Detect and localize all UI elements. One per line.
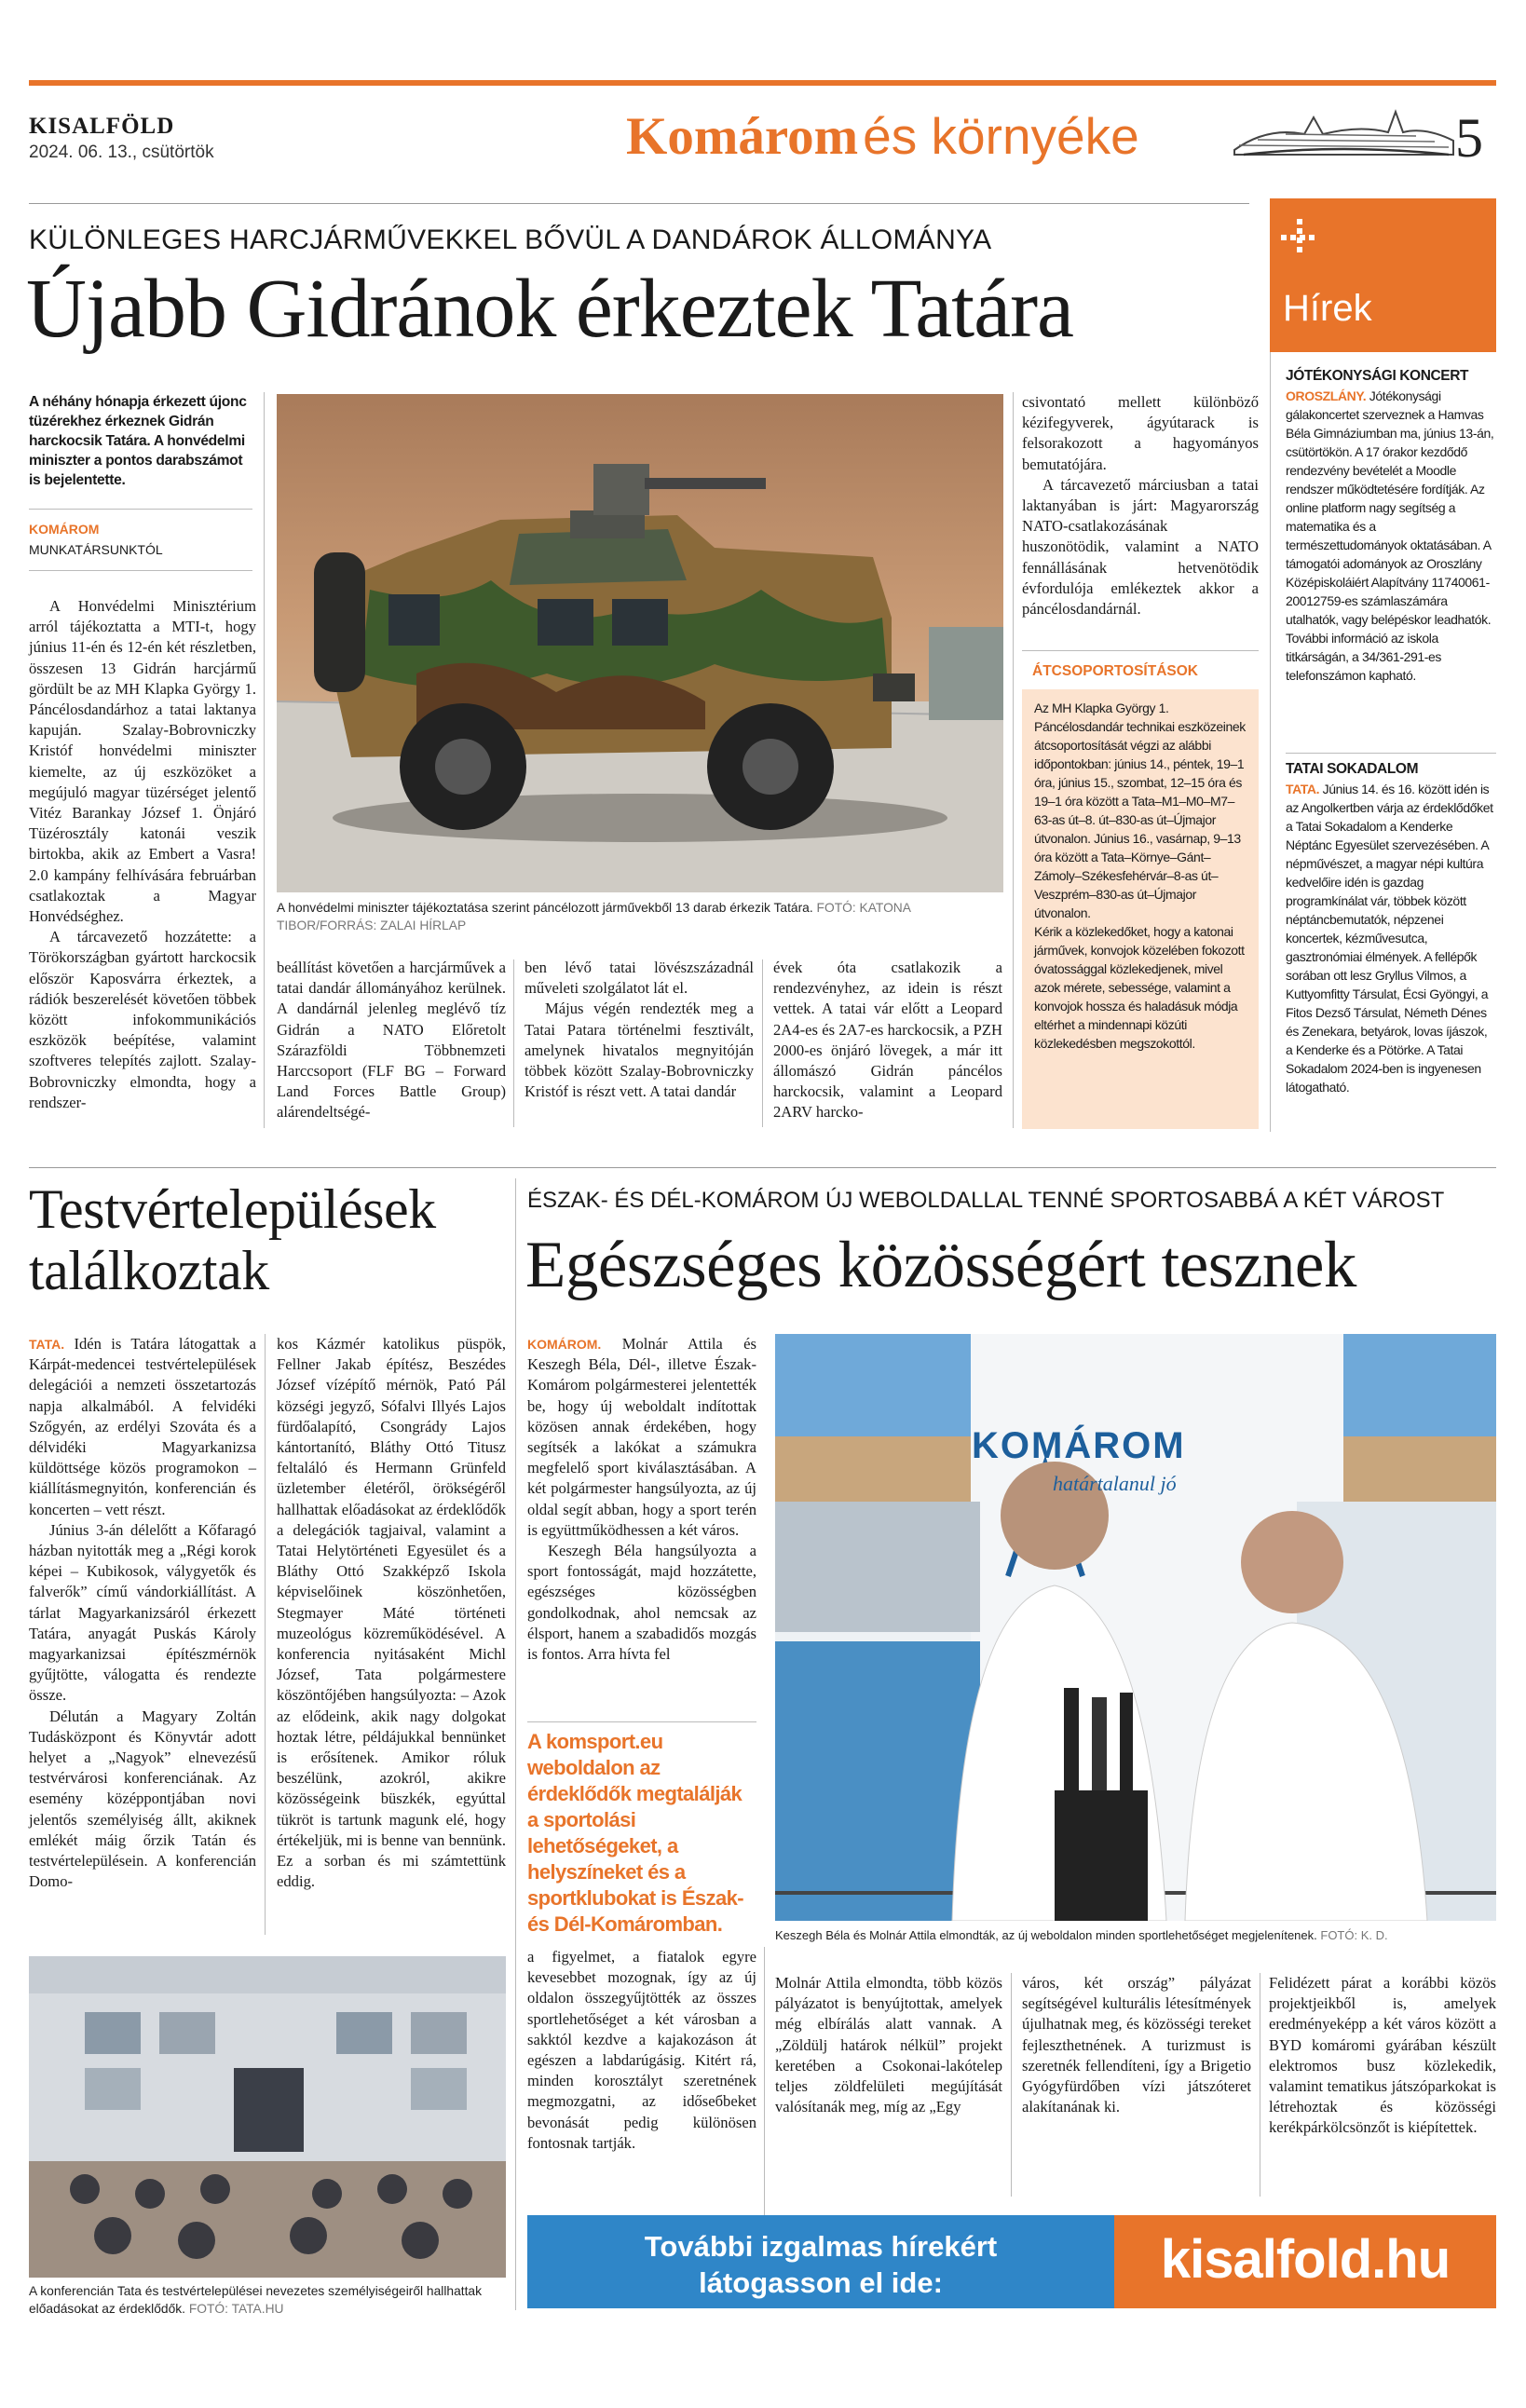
article3-col1c-text: a figyelmet, a fiatalok egyre kevesebbet mozognak, így az új oldalon összegyűjtötték az összes sportlehetőséget a két városban a sakktól kezdve a kajakozáson át egészen a labdarúgásig. Kitért rá, minden korosztályt szeretnének megmozgatni, az időseбbeket bevonását pedig különösen fontosnak tartják.	[527, 1948, 756, 2152]
col-rule-3	[762, 959, 763, 1127]
komarom-sign: KOMÁROM	[972, 1425, 1186, 1466]
mid-rule	[29, 1167, 1496, 1168]
sidebar-news-2	[1286, 760, 1496, 1096]
col-rule-8	[1011, 1973, 1012, 2197]
article2-para-3: Délután a Magyary Zoltán Tudásközpont és Könyvtár adott helyet a „Nagyok” elnevezésű testvérvárosi konferenciának. Az esemény középpontjában novi jelentős személyiség állt, akiknek emlékét máig őrzik Tatán és testvértelepülésein. A konferencián Domo-	[29, 1707, 256, 1891]
lead-rule	[29, 509, 252, 510]
article1-col4	[773, 958, 1002, 1123]
city-skyline-illustration	[1230, 99, 1458, 164]
plus-icon	[1281, 219, 1318, 256]
col-rule-2	[513, 959, 514, 1127]
article1-lead: A néhány hónapja érkezett újonc tüzérekhez érkeznek Gidrán harckocsik Tatára. A honvédelmi miniszter a pontos darabszámot is bejelentette.	[29, 394, 247, 488]
article3-col2-text: Molnár Attila elmondta, több közös pályázatot is benyújtottak, amelyek még elbírálás alatt vannak. A „Zöldülj határok nélkül” projekt keretében a Csokonai-lakótelep teljes zöldfelületi megújítását valósítanák meg, míg az „Egy	[775, 1974, 1002, 2116]
article1-caption	[277, 899, 1003, 934]
box-text-2: Kérik a közlekedőket, hogy a katonai járművek, konvojok közelében fokozott óvatossággal közlekedjenek, mivel azok mérete, sebessége, valamint a konvojok hossza és haladásuk módja eltérhet a mindennapi közúti közlekedésben megszokottól.	[1034, 924, 1245, 1051]
article1-caption-credit: FOTÓ: KATONA TIBOR/FORRÁS: ZALAI HÍRLAP	[277, 901, 911, 932]
header-rule	[29, 203, 1249, 204]
news-2-location: TATA.	[1286, 782, 1320, 796]
article1-title: Újabb Gidránok érkeztek Tatára	[26, 263, 1074, 355]
page-number: 5	[1455, 107, 1483, 169]
article3-para-2: Keszegh Béla hangsúlyozta a sport fontosságát, majd hozzátette, egészséges közösségben gondolkodnak, ahol nemcsak az élsport, hanem a szabadidős mozgás is fontos. Arra hívta fel	[527, 1542, 756, 1664]
col-rule-4	[1013, 392, 1014, 1128]
section-title-rest: és környéke	[863, 107, 1139, 165]
article3-col4	[1269, 1973, 1496, 2139]
col-rule-1	[264, 392, 265, 1128]
news-1-location: OROSZLÁNY.	[1286, 388, 1367, 403]
article3-col2	[775, 1973, 1002, 2117]
gidran-vehicle-photo	[277, 394, 1003, 892]
article1-col4-text: évek óta csatlakozik a rendezvényhez, az idein is részt vettek. A tatai vár előtt a Leopard 2A4-es és 2A7-es harckocsik, a PZH 2000-es önjáró lövegek, a már itt állomászó Gidrán páncélos harckocsik, valamint a Leopard 2ARV harcko-	[773, 959, 1002, 1122]
article2-col2-text: kos Kázmér katolikus püspök, Fellner Jakab építész, Beszédes József vízépítő mérnök, Pató Pál községi jegyző, Sófalvi Illyés Lajos fürdőalapító, Csongrády Lajos kántortanító, Bláthy Ottó Titusz feltaláló és Hermann Grünfeld üzletember életéről, örökségéről hallhattak előadásokat az érdeklődők a delegációk tagjaival, valamint a Tatai Helytörténeti Egyesület és a Bláthy Ottó Szakképző Iskola képviselőinek köszönhetően, Stegmayer Máté történeti muzeológus közreműködésével. A konferencia nyitásaként Michl József, Tata polgármestere köszöntőjében hangsúlyozta: – Azok az elődeink, akik nagy dolgokat hoztak létre, példájukkal bennünket is erősítenek. Amikor róluk beszélünk, azokról, akikre közösségeink büszkék, egyúttal tükröt is tartunk magunk elé, hogy értékeljük, mi is benne van bennünk. Ez a sorban és mi számtettünk eddig.	[277, 1335, 506, 1891]
article1-para-1: A Honvédelmi Minisztérium arról tájékoztatta a MTI-t, hogy június 11-én és 12-én két részletben, összesen 13 Gidrán harcjármű gördült be az MH Klapka György 1. Páncélosdandárhoz a tatai laktanya kapuján. Szalay-Bobrovniczky Kristóf honvédelmi miniszter kiemelte, az új eszközöket a megújuló magyar tüzérséget jelentő Vitéz Barankay József 1. Önjáró Tüzérosztály katonái veszik birtokba, akik az Embert a Vasra! 2.0 kampány felhívására februárban csatlakoztak a Magyar Honvédséghez.	[29, 597, 256, 926]
pull-quote: A komsport.eu weboldalon az érdeklődők megtalálják a sportolási lehetőségeket, a helyszíneket és a sportklubokat is Észak- és Dél-Komáromban.	[527, 1730, 743, 1936]
article1-col2-text: beállítást követően a harcjárművek a tatai dandár állományához kerülnek. A dandárnál jelenleg meglévő tíz Gidrán a NATO Előretolt Szárazföldi Többnemzeti Harccsoport (FLF BG – Forward Land Forces Battle Group) alárendeltségé-	[277, 959, 506, 1122]
article3-para-1	[527, 1334, 756, 1541]
top-rule	[29, 80, 1496, 86]
article2-col1	[29, 1334, 256, 1892]
news-2-title: TATAI SOKADALOM	[1286, 761, 1419, 777]
article1-col3-text-b: Május végén rendezték meg a Tatai Patara történelmi fesztivált, amelynek hivatalos megnyitóján többek között Szalay-Bobrovniczky Kristóf is részt vett. A tatai dandár	[525, 1000, 754, 1101]
col-rule-6	[515, 1178, 516, 2310]
conference-photo	[29, 1956, 506, 2278]
article3-col4-text: Felidézett párat a korábbi közös projektjeikből is, amelyek eredményeképp a két város között a BYD komáromi gyárában készült elektromos busz közlekedik, valamint tematikus játszóparkokat is létrehoztak és közösségi kerékpárkölcsönzőt is kiépítettek.	[1269, 1974, 1496, 2137]
news-1-title: JÓTÉKONYSÁGI KONCERT	[1286, 368, 1469, 384]
promo-text-1: További izgalmas hírekért	[644, 2230, 998, 2263]
article1-col5-text: csivontató mellett különböző kézifegyverek, ágyútarack is felsorakozott a hagyományos bemutatójára.	[1022, 393, 1259, 473]
news-1-text: Jótékonysági gálakoncertet szerveznek a Hamvas Béla Gimnáziumban ma, június 13-án, csütörtökön. A 17 órakor kezdődő rendezvény bevételét a Moodle rendszer működtetésére fordítják. Az online platform nagy segítség a matematika és a természettudományok oktatásában. A támogatói adományok az Oroszlány Középiskoláiért Alapítvány 11740061-20012759-es számlaszámára utalhatók, vagy belépéskor leadhatók. További információ az iskola titkárságán, a 34/361-291-es telefonszámon kapható.	[1286, 388, 1494, 683]
article1-para-2: A tárcavezető hozzátette: a Törökországban gyártott harckocsik először Kaposvárra érkeztek, a rádiók beszerelését követően többek között infokommunikációs eszközök beépítése, valamint szoftveres telepítés zajlott. Szalay-Bobrovniczky elmondta, hogy a rendszer-	[29, 928, 256, 1111]
section-title-bold: Komárom	[626, 107, 859, 166]
section-title	[626, 106, 1139, 167]
article2-para-2: Június 3-án délelőtt a Kőfaragó házban nyitották meg a „Régi korok képei – Kubikosok, válygyetők és falverők” című vándorkiállítást. A tárlat Magyarkanizsáról érkezett Tatára, anyagát Puskás Károly magyarkanizsai építészmérnök gyűjtötte, válogatta és rendezte össze.	[29, 1520, 256, 1705]
article2-caption	[29, 2282, 506, 2318]
article3-caption-credit: FOTÓ: K. D.	[1320, 1928, 1388, 1942]
sidebar-news-1	[1286, 367, 1496, 685]
article2-title: Testvértelepülések találkoztak	[29, 1178, 436, 1301]
article1-col1	[29, 596, 256, 1113]
box-text-1: Az MH Klapka György 1. Páncélosdandár technikai eszközeinek átcsoportosítását végzi az alábbi időpontokban: június 14., péntek, 19–1 óra, június 15., szombat, 12–15 óra és 19–1 óra között a Tata–M1–M0–M7–63-as út–8. út–830-as út–Újmajor útvonalon. Június 16., vasárnap, 9–13 óra között a Tata–Környe–Gánt–Zámoly–Székesfehérvár–8-as út–Veszprém–830-as út–Újmajor útvonalon.	[1034, 701, 1246, 920]
promo-banner[interactable]	[527, 2215, 1496, 2308]
article2-caption-credit: FOTÓ: TATA.HU	[188, 2302, 284, 2316]
pull-rule	[527, 1721, 756, 1722]
box-rule	[1022, 650, 1259, 651]
paper-name: KISALFÖLD	[29, 114, 175, 139]
komarom-tagline: határtalanul jó	[1053, 1472, 1177, 1495]
article1-byline-location: KOMÁROM	[29, 522, 100, 537]
article1-col5-text-b: A tárcavezető márciusban a tatai laktanyában is járt: Magyarország NATO-csatlakozásának huszonötödik, valamint a NATO fennállásának hetvenötödik évfordulója emlékeztek akkor a páncélosdandárnál.	[1022, 475, 1259, 619]
article2-para-1-text: Idén is Tatára látogattak a Kárpát-medencei testvértelepülések delegációi a nemzeti összetartozás napja alkalmából. A felvidéki Szőgyén, az erdélyi Szováta és a délvidéki Magyarkanizsa küldöttsége közös programokon – kiállításmegnyitón, konferencián és koncerten – vett részt.	[29, 1335, 256, 1518]
article3-caption	[775, 1926, 1496, 1944]
article2-location: TATA.	[29, 1337, 65, 1352]
mayors-photo	[775, 1334, 1496, 1921]
article3-col1c	[527, 1947, 756, 2154]
article2-para-1	[29, 1334, 256, 1520]
article3-title: Egészséges közösségért tesznek	[525, 1229, 1356, 1301]
article3-col3-text: város, két ország” pályázat segítségével kulturális létesítmények újulhatnak meg, és közösségi tereket fejleszthetnének. A turizmust is szeretnék fellendíteni, így a Brigetio Gyógyfürdőben vízi játszóteret alakítanának ki.	[1022, 1974, 1251, 2116]
article3-col1	[527, 1334, 756, 1665]
box-text	[1034, 699, 1250, 1053]
sidebar-label: Hírek	[1283, 288, 1372, 329]
sidebar-left-rule	[1270, 352, 1271, 1132]
news-2-text: Június 14. és 16. között idén is az Angolkertben várja az érdeklődőket a Tatai Sokadalom a Kenderke Néptánc Egyesület szervezésében. A népművészet, a magyar népi kultúra kedvelőire idén is gazdag programkínálat vár, többek között néptáncbemutatók, népzenei koncertek, kézművesutca, gasztronómiai élmények. A fellépők sorában ott lesz Gryllus Vilmos, a Kuttyomfitty Társulat, Écsi Gyöngyi, a Fitos Dezső Társulat, Németh Dénes és Zenekara, betyárok, lovas íjászok, a Kenderke és a Pötörke. A Tatai Sokadalom 2024-ben is ingyenesen látogatható.	[1286, 782, 1493, 1095]
issue-date: 2024. 06. 13., csütörtök	[29, 143, 214, 162]
article2-col2	[277, 1334, 506, 1892]
sidebar-divider	[1286, 753, 1496, 754]
article1-col3	[525, 958, 754, 1102]
article3-col3	[1022, 1973, 1251, 2117]
sidebar-header	[1270, 198, 1496, 352]
article1-caption-text: A honvédelmi miniszter tájékoztatása szerint páncélozott járművekből 13 darab érkezik Tatára.	[277, 901, 813, 915]
col-rule-5	[265, 1334, 266, 1935]
article1-col3-text: ben lévő tatai lövészszázadnál műveleti szolgálatot lát el.	[525, 959, 754, 998]
article3-para-1-text: Molnár Attila és Keszegh Béla, Dél-, illetve Észak-Komárom polgármesterei jelentették be, hogy új weboldalt indítottak közösen annak érdekében, hogy segítsék a lakókat a számukra megfelelő sport kiválasztásában. A két polgármester hangsúlyozta, az új oldal segít abban, hogy a sport terén is együttműködhessen a két város.	[527, 1335, 756, 1539]
promo-site-link[interactable]: kisalfold.hu	[1160, 2229, 1451, 2290]
promo-text-2: látogasson el ide:	[699, 2266, 943, 2299]
article1-col5	[1022, 392, 1259, 619]
article3-location: KOMÁROM.	[527, 1337, 602, 1352]
article1-byline: MUNKATÁRSUNKTÓL	[29, 542, 163, 557]
article1-kicker: KÜLÖNLEGES HARCJÁRMŰVEKKEL BŐVÜL A DANDÁROK ÁLLOMÁNYA	[29, 224, 992, 255]
article2-caption-text: A konferencián Tata és testvértelepülései nevezetes személyiségeiről hallhattak előadásokat az érdeklődők.	[29, 2284, 482, 2316]
article3-caption-text: Keszegh Béla és Molnár Attila elmondták, az új weboldalon minden sportlehetőséget megjelenítenek.	[775, 1928, 1317, 1942]
box-title: ÁTCSOPORTOSÍTÁSOK	[1032, 663, 1198, 679]
article3-kicker: ÉSZAK- ÉS DÉL-KOMÁROM ÚJ WEBOLDALLAL TENNÉ SPORTOSABBÁ A KÉT VÁROST	[527, 1188, 1445, 1213]
byline-rule	[29, 570, 252, 571]
article1-col2	[277, 958, 506, 1123]
